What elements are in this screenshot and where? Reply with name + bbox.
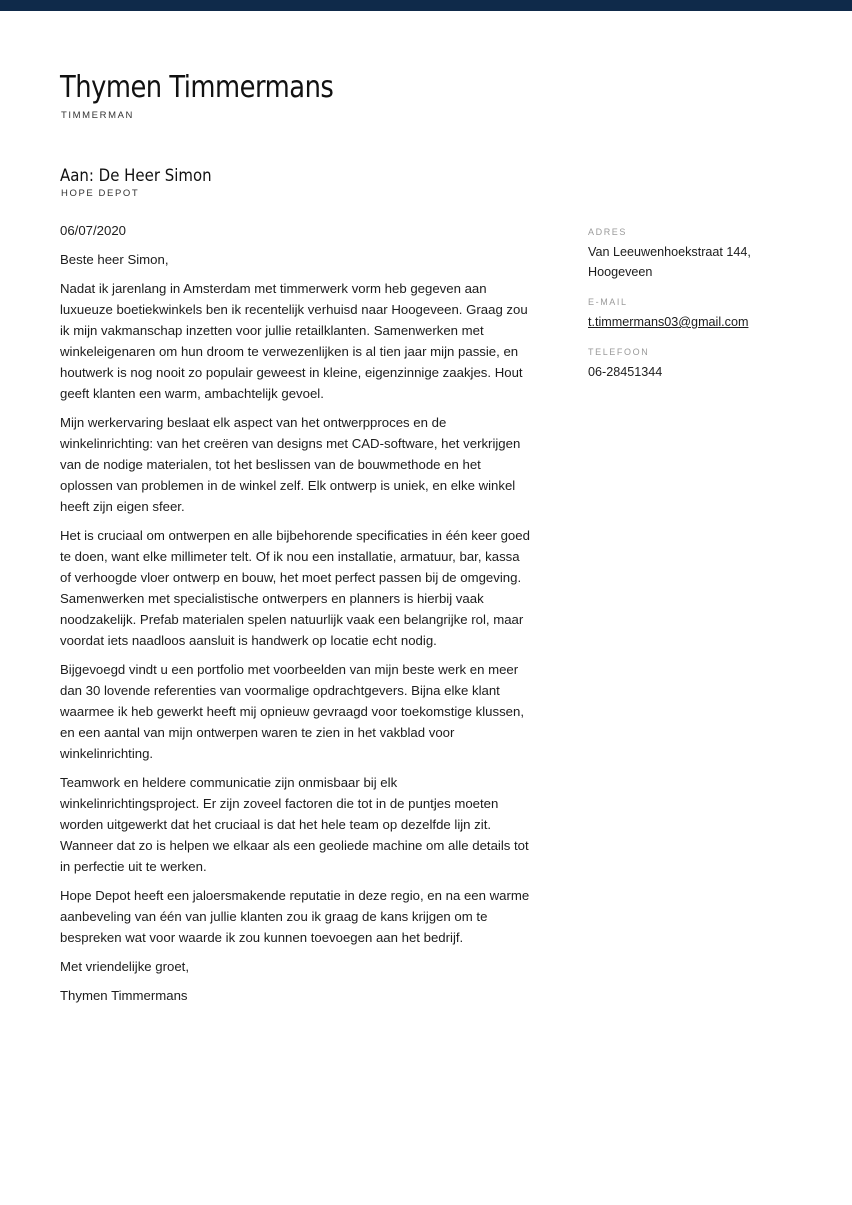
address-value bbox=[588, 242, 818, 282]
letter-salutation: Beste heer Simon, bbox=[60, 252, 169, 267]
phone-value: 06-28451344 bbox=[588, 365, 663, 379]
letter-paragraph-2: Mijn werkervaring beslaat elk aspect van het ontwerpproces en de winkelinrichting: van het creëren van designs met CAD-software, het verkrijgen van de nodige materialen, tot het beslissen van de bouwmethode en het oplossen van problemen in de winkel zelf. Elk ontwerp is uniek, en elke winkel heeft zijn eigen sfeer. bbox=[60, 415, 521, 514]
applicant-job-title: TIMMERMAN bbox=[61, 110, 134, 121]
letter-paragraph-1: Nadat ik jarenlang in Amsterdam met timmerwerk vorm heb gegeven aan luxueuze boetiekwinkels ben ik recentelijk verhuisd naar Hoogeveen. Graag zou ik mijn vakmanschap inzetten voor jullie retailklanten. Samenwerken met winkeleigenaren om hun droom te verwezenlijken is al tien jaar mijn passie, en houtwerk is nog nooit zo populair geweest in kleine, eigenzinnige zaakjes. Hout geeft klanten een warm, ambachtelijk gevoel. bbox=[60, 281, 528, 401]
letter-paragraph-5: Teamwork en heldere communicatie zijn onmisbaar bij elk winkelinrichtingsproject. Er zijn zoveel factoren die tot in de puntjes moeten worden uitgewerkt dat het cruciaal is dat het hele team op dezelfde lijn zit. Wanneer dat zo is helpen we elkaar als een geoliede machine om alle details tot in perfectie uit te werken. bbox=[60, 775, 529, 874]
letter-signature: Thymen Timmermans bbox=[60, 988, 188, 1003]
letter-body bbox=[60, 220, 534, 1014]
top-accent-bar bbox=[0, 0, 852, 11]
address-label: ADRES bbox=[588, 227, 628, 237]
address-line-1: Van Leeuwenhoekstraat 144, bbox=[588, 245, 751, 259]
letter-paragraph-3: Het is cruciaal om ontwerpen en alle bijbehorende specificaties in één keer goed te doen, want elke millimeter telt. Of ik nou een installatie, armatuur, bar, kassa of verhoogde vloer ontwerp en bouw, het moet perfect passen bij de omgeving. Samenwerken met specialistische ontwerpers en planners is hierbij vaak noodzakelijk. Prefab materialen spelen natuurlijk vaak een belangrijke rol, maar voordat iets naadloos aansluit is handwerk op locatie echt nodig. bbox=[60, 528, 530, 648]
letter-paragraph-6: Hope Depot heeft een jaloersmakende reputatie in deze regio, en na een warme aanbeveling van één van jullie klanten zou ik graag de kans krijgen om te bespreken wat voor waarde ik zou kunnen toevoegen aan het bedrijf. bbox=[60, 888, 530, 945]
email-link[interactable]: t.timmermans03@gmail.com bbox=[588, 315, 749, 329]
recipient-company: HOPE DEPOT bbox=[61, 188, 140, 199]
letter-closing: Met vriendelijke groet, bbox=[60, 959, 190, 974]
address-line-2: Hoogeveen bbox=[588, 265, 653, 279]
recipient-name: Aan: De Heer Simon bbox=[60, 166, 212, 186]
letter-date: 06/07/2020 bbox=[60, 223, 127, 238]
contact-sidebar bbox=[588, 226, 818, 396]
email-label: E-MAIL bbox=[588, 297, 628, 307]
phone-label: TELEFOON bbox=[588, 347, 650, 357]
letter-paragraph-4: Bijgevoegd vindt u een portfolio met voorbeelden van mijn beste werk en meer dan 30 lovende referenties van voormalige opdrachtgevers. Bijna elke klant waarmee ik heb gewerkt heeft mij opnieuw gevraagd voor toekomstige klussen, en een aantal van mijn ontwerpen waren te zien in het vakblad voor winkelinrichting. bbox=[60, 662, 525, 761]
applicant-name: Thymen Timmermans bbox=[60, 70, 334, 105]
